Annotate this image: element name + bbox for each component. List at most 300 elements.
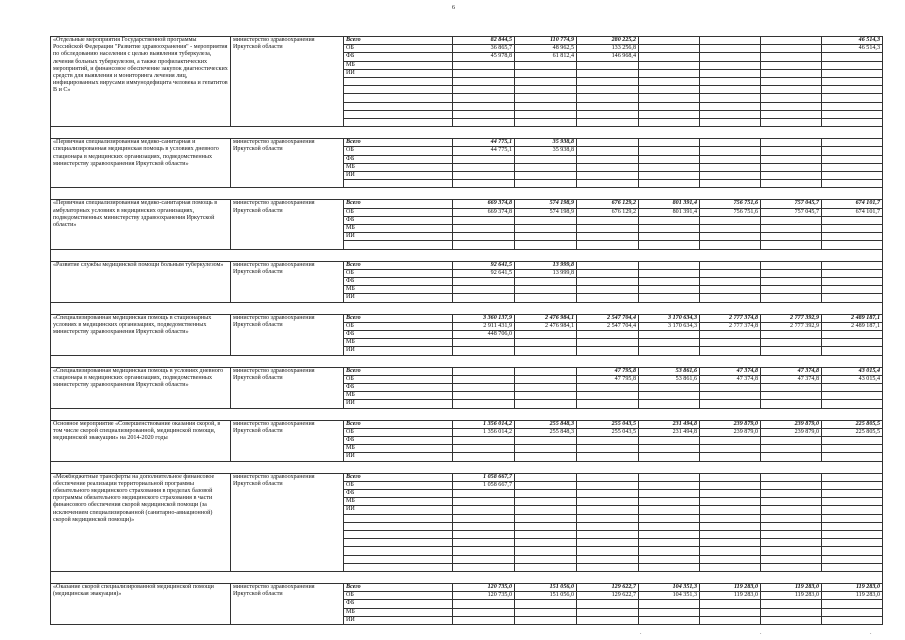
amount-cell	[700, 383, 761, 391]
amount-cell	[453, 171, 515, 179]
funding-source	[344, 102, 453, 110]
amount-cell	[577, 616, 639, 624]
amount-cell	[761, 498, 822, 506]
responsible-executor: министерство здравоохранения Иркутской области	[231, 473, 344, 571]
amount-cell	[453, 437, 515, 445]
amount-cell: 2 547 704,4	[577, 322, 639, 330]
amount-cell	[453, 563, 515, 571]
amount-cell	[577, 86, 639, 94]
amount-cell	[822, 437, 883, 445]
amount-cell	[577, 498, 639, 506]
amount-cell	[639, 453, 700, 461]
amount-cell	[639, 45, 700, 53]
amount-cell	[822, 453, 883, 461]
amount-cell	[639, 110, 700, 118]
amount-cell: 676 129,2	[577, 200, 639, 208]
amount-cell	[639, 180, 700, 188]
amount-cell	[761, 481, 822, 489]
amount-cell	[700, 277, 761, 285]
amount-cell	[453, 277, 515, 285]
amount-cell: 674 101,7	[822, 208, 883, 216]
amount-cell	[515, 522, 577, 530]
amount-cell	[453, 86, 515, 94]
amount-cell	[515, 375, 577, 383]
amount-cell	[577, 608, 639, 616]
amount-cell: 47 374,8	[761, 367, 822, 375]
amount-cell: 2 777 392,9	[761, 322, 822, 330]
amount-cell	[515, 600, 577, 608]
amount-cell	[761, 608, 822, 616]
amount-cell	[822, 277, 883, 285]
amount-cell: 53 861,6	[639, 375, 700, 383]
amount-cell	[453, 78, 515, 86]
amount-cell	[761, 261, 822, 269]
amount-cell	[761, 78, 822, 86]
amount-cell	[577, 61, 639, 69]
amount-cell	[822, 180, 883, 188]
amount-cell	[639, 563, 700, 571]
amount-cell	[822, 147, 883, 155]
funding-source: ИИ	[344, 453, 453, 461]
amount-cell	[639, 392, 700, 400]
amount-cell	[700, 110, 761, 118]
amount-cell	[453, 400, 515, 408]
block-separator	[51, 571, 883, 583]
amount-cell	[577, 269, 639, 277]
amount-cell	[577, 539, 639, 547]
amount-cell: 669 374,8	[453, 200, 515, 208]
amount-cell	[761, 383, 822, 391]
measure-description: «Развитие службы медицинской помощи больным туберкулезом»	[51, 261, 231, 302]
scan-dot: .	[870, 630, 872, 636]
amount-cell	[822, 498, 883, 506]
funding-source: ИИ	[344, 69, 453, 77]
table-row	[51, 314, 883, 322]
amount-cell	[515, 294, 577, 302]
amount-cell	[761, 277, 822, 285]
amount-cell	[453, 600, 515, 608]
amount-cell	[761, 118, 822, 126]
amount-cell: 2 777 374,8	[700, 322, 761, 330]
amount-cell	[639, 294, 700, 302]
amount-cell	[761, 233, 822, 241]
amount-cell	[453, 531, 515, 539]
amount-cell	[639, 102, 700, 110]
funding-source: Всего	[344, 139, 453, 147]
funding-source: ФБ	[344, 277, 453, 285]
amount-cell	[453, 216, 515, 224]
amount-cell: 239 879,0	[761, 420, 822, 428]
amount-cell	[577, 392, 639, 400]
amount-cell	[515, 616, 577, 624]
separator-cell	[51, 188, 883, 200]
amount-cell: 119 283,0	[761, 583, 822, 591]
amount-cell: 45 978,8	[453, 53, 515, 61]
amount-cell	[639, 216, 700, 224]
funding-source: Всего	[344, 37, 453, 45]
amount-cell	[761, 547, 822, 555]
amount-cell	[577, 139, 639, 147]
amount-cell: 2 476 984,1	[515, 314, 577, 322]
amount-cell	[700, 506, 761, 514]
amount-cell	[577, 261, 639, 269]
table-row	[51, 200, 883, 208]
amount-cell	[639, 339, 700, 347]
table-row	[51, 37, 883, 45]
amount-cell	[822, 547, 883, 555]
amount-cell	[577, 437, 639, 445]
amount-cell	[761, 163, 822, 171]
page-number: 6	[452, 5, 455, 11]
amount-cell	[700, 102, 761, 110]
funding-source: Всего	[344, 314, 453, 322]
amount-cell	[453, 94, 515, 102]
responsible-executor: министерство здравоохранения Иркутской области	[231, 261, 344, 302]
funding-source: ОБ	[344, 147, 453, 155]
funding-source: ОБ	[344, 428, 453, 436]
amount-cell	[700, 69, 761, 77]
amount-cell	[515, 224, 577, 232]
amount-cell	[700, 498, 761, 506]
amount-cell	[577, 481, 639, 489]
funding-source	[344, 514, 453, 522]
amount-cell	[515, 392, 577, 400]
amount-cell	[577, 286, 639, 294]
amount-cell	[822, 171, 883, 179]
amount-cell	[515, 514, 577, 522]
amount-cell	[761, 94, 822, 102]
amount-cell	[700, 400, 761, 408]
funding-source	[344, 241, 453, 249]
block-separator	[51, 461, 883, 473]
amount-cell	[700, 216, 761, 224]
amount-cell	[639, 437, 700, 445]
amount-cell	[577, 473, 639, 481]
amount-cell	[822, 608, 883, 616]
amount-cell	[577, 155, 639, 163]
table-row	[51, 261, 883, 269]
amount-cell	[515, 155, 577, 163]
funding-source: МБ	[344, 608, 453, 616]
block-separator	[51, 249, 883, 261]
amount-cell	[761, 69, 822, 77]
amount-cell	[639, 241, 700, 249]
amount-cell	[515, 555, 577, 563]
amount-cell	[577, 547, 639, 555]
amount-cell	[639, 94, 700, 102]
amount-cell	[453, 61, 515, 69]
amount-cell	[453, 347, 515, 355]
amount-cell	[761, 171, 822, 179]
amount-cell	[822, 392, 883, 400]
amount-cell	[453, 375, 515, 383]
amount-cell	[822, 163, 883, 171]
block-separator	[51, 355, 883, 367]
amount-cell: 43 015,4	[822, 367, 883, 375]
table-row	[51, 420, 883, 428]
funding-source: ИИ	[344, 294, 453, 302]
amount-cell	[453, 539, 515, 547]
amount-cell	[822, 224, 883, 232]
amount-cell	[761, 224, 822, 232]
amount-cell: 146 968,4	[577, 53, 639, 61]
amount-cell	[515, 110, 577, 118]
amount-cell	[700, 118, 761, 126]
responsible-executor: министерство здравоохранения Иркутской области	[231, 367, 344, 408]
amount-cell: 47 795,8	[577, 375, 639, 383]
amount-cell	[515, 445, 577, 453]
amount-cell: 104 351,3	[639, 583, 700, 591]
amount-cell: 225 805,5	[822, 420, 883, 428]
amount-cell	[761, 294, 822, 302]
amount-cell	[822, 261, 883, 269]
amount-cell	[453, 608, 515, 616]
responsible-executor: министерство здравоохранения Иркутской области	[231, 37, 344, 127]
responsible-executor: министерство здравоохранения Иркутской области	[231, 314, 344, 355]
funding-source: ИИ	[344, 400, 453, 408]
amount-cell	[822, 600, 883, 608]
amount-cell	[700, 563, 761, 571]
amount-cell: 757 045,7	[761, 208, 822, 216]
amount-cell	[700, 453, 761, 461]
amount-cell	[577, 224, 639, 232]
amount-cell	[822, 531, 883, 539]
scan-dot: .	[760, 630, 762, 636]
measure-description: «Отдельные мероприятия Государственной программы Российской Федерации "Развитие здравоохранения" - мероприятия по обследованию населения с целью выявления туберкулеза, лечения больных туберкулезом, а также профилактических мероприятий, и финансовое обеспечение закупок диагностических средств для выявления и мониторинга лечения лиц, инфицированных вирусами иммунодефицита человека и гепатитов В и С»	[51, 37, 231, 127]
funding-source	[344, 86, 453, 94]
funding-source: ОБ	[344, 375, 453, 383]
amount-cell: 1 058 667,7	[453, 473, 515, 481]
amount-cell	[577, 277, 639, 285]
amount-cell: 133 256,8	[577, 45, 639, 53]
measure-description: Основное мероприятие «Совершенствование оказания скорой, в том числе скорой специализированной, медицинской помощи, медицинской эвакуации» на 2014-2020 годы	[51, 420, 231, 461]
amount-cell	[453, 155, 515, 163]
amount-cell	[761, 339, 822, 347]
amount-cell	[515, 490, 577, 498]
amount-cell: 151 056,0	[515, 592, 577, 600]
amount-cell	[453, 224, 515, 232]
amount-cell	[639, 473, 700, 481]
funding-source: Всего	[344, 367, 453, 375]
amount-cell	[822, 616, 883, 624]
amount-cell	[515, 437, 577, 445]
table-row	[51, 583, 883, 591]
amount-cell: 3 360 137,9	[453, 314, 515, 322]
amount-cell	[822, 241, 883, 249]
amount-cell	[639, 514, 700, 522]
amount-cell: 756 751,6	[700, 208, 761, 216]
amount-cell	[761, 102, 822, 110]
block-separator	[51, 408, 883, 420]
responsible-executor: министерство здравоохранения Иркутской области	[231, 583, 344, 624]
amount-cell	[761, 86, 822, 94]
amount-cell: 47 374,8	[761, 375, 822, 383]
amount-cell	[639, 147, 700, 155]
amount-cell	[639, 330, 700, 338]
amount-cell: 2 911 431,9	[453, 322, 515, 330]
amount-cell	[639, 445, 700, 453]
amount-cell: 104 351,3	[639, 592, 700, 600]
amount-cell	[639, 53, 700, 61]
amount-cell: 674 101,7	[822, 200, 883, 208]
amount-cell: 53 861,6	[639, 367, 700, 375]
amount-cell	[639, 61, 700, 69]
funding-source	[344, 539, 453, 547]
amount-cell	[577, 400, 639, 408]
amount-cell: 47 374,8	[700, 367, 761, 375]
amount-cell	[822, 339, 883, 347]
amount-cell	[515, 94, 577, 102]
funding-source: ИИ	[344, 233, 453, 241]
amount-cell	[761, 400, 822, 408]
amount-cell: 280 225,2	[577, 37, 639, 45]
amount-cell	[822, 400, 883, 408]
amount-cell	[639, 522, 700, 530]
amount-cell	[822, 473, 883, 481]
funding-source	[344, 555, 453, 563]
amount-cell: 13 999,8	[515, 261, 577, 269]
amount-cell	[700, 347, 761, 355]
measure-description: «Оказание скорой специализированной медицинской помощи (медицинская эвакуация)»	[51, 583, 231, 624]
amount-cell	[822, 490, 883, 498]
amount-cell: 2 547 704,4	[577, 314, 639, 322]
amount-cell: 36 865,7	[453, 45, 515, 53]
amount-cell	[453, 118, 515, 126]
funding-source: МБ	[344, 339, 453, 347]
amount-cell	[822, 522, 883, 530]
amount-cell	[761, 445, 822, 453]
amount-cell	[515, 481, 577, 489]
separator-cell	[51, 127, 883, 139]
amount-cell	[639, 616, 700, 624]
table-row	[51, 473, 883, 481]
amount-cell: 46 514,3	[822, 45, 883, 53]
amount-cell	[639, 531, 700, 539]
amount-cell	[822, 118, 883, 126]
amount-cell	[761, 392, 822, 400]
amount-cell	[577, 163, 639, 171]
amount-cell: 669 374,8	[453, 208, 515, 216]
separator-cell	[51, 408, 883, 420]
amount-cell	[639, 490, 700, 498]
amount-cell: 119 283,0	[822, 583, 883, 591]
amount-cell: 110 774,9	[515, 37, 577, 45]
block-separator	[51, 302, 883, 314]
amount-cell	[822, 539, 883, 547]
amount-cell	[822, 86, 883, 94]
amount-cell: 35 938,8	[515, 147, 577, 155]
amount-cell	[515, 86, 577, 94]
amount-cell	[761, 37, 822, 45]
amount-cell	[453, 498, 515, 506]
amount-cell	[761, 539, 822, 547]
measure-description: «Специализированная медицинская помощь в условиях дневного стационара в медицинских организациях, подведомственных министерству здравоохранения Иркутской области»	[51, 367, 231, 408]
amount-cell	[761, 241, 822, 249]
amount-cell	[453, 547, 515, 555]
amount-cell	[577, 506, 639, 514]
amount-cell	[577, 522, 639, 530]
funding-source: ИИ	[344, 506, 453, 514]
table-row	[51, 367, 883, 375]
amount-cell: 231 494,8	[639, 428, 700, 436]
amount-cell	[577, 94, 639, 102]
amount-cell	[822, 155, 883, 163]
amount-cell	[577, 180, 639, 188]
amount-cell	[639, 600, 700, 608]
amount-cell	[822, 102, 883, 110]
funding-source: ФБ	[344, 437, 453, 445]
separator-cell	[51, 355, 883, 367]
amount-cell	[453, 241, 515, 249]
amount-cell	[822, 481, 883, 489]
amount-cell: 13 999,8	[515, 269, 577, 277]
amount-cell	[700, 555, 761, 563]
amount-cell	[700, 78, 761, 86]
amount-cell: 756 751,6	[700, 200, 761, 208]
amount-cell	[577, 233, 639, 241]
amount-cell: 120 735,0	[453, 583, 515, 591]
block-separator	[51, 188, 883, 200]
amount-cell	[453, 102, 515, 110]
amount-cell	[515, 498, 577, 506]
separator-cell	[51, 461, 883, 473]
amount-cell	[639, 233, 700, 241]
amount-cell	[639, 269, 700, 277]
funding-source: Всего	[344, 583, 453, 591]
amount-cell	[577, 555, 639, 563]
separator-cell	[51, 249, 883, 261]
amount-cell	[639, 481, 700, 489]
table-row	[51, 139, 883, 147]
amount-cell	[515, 277, 577, 285]
amount-cell	[577, 490, 639, 498]
amount-cell	[515, 400, 577, 408]
funding-source	[344, 118, 453, 126]
amount-cell	[700, 294, 761, 302]
funding-source: ФБ	[344, 155, 453, 163]
amount-cell	[761, 616, 822, 624]
funding-source: ОБ	[344, 269, 453, 277]
amount-cell	[515, 102, 577, 110]
amount-cell	[515, 547, 577, 555]
responsible-executor: министерство здравоохранения Иркутской области	[231, 139, 344, 188]
amount-cell: 2 777 392,9	[761, 314, 822, 322]
funding-source: ФБ	[344, 490, 453, 498]
amount-cell	[577, 339, 639, 347]
amount-cell	[453, 514, 515, 522]
amount-cell: 574 198,9	[515, 208, 577, 216]
separator-cell	[51, 302, 883, 314]
amount-cell	[577, 531, 639, 539]
amount-cell	[822, 445, 883, 453]
amount-cell: 46 514,3	[822, 37, 883, 45]
amount-cell	[515, 241, 577, 249]
amount-cell: 129 622,7	[577, 583, 639, 591]
funding-source	[344, 531, 453, 539]
amount-cell	[453, 163, 515, 171]
amount-cell	[515, 383, 577, 391]
responsible-executor: министерство здравоохранения Иркутской области	[231, 200, 344, 249]
amount-cell	[822, 506, 883, 514]
amount-cell	[639, 78, 700, 86]
amount-cell: 231 494,8	[639, 420, 700, 428]
amount-cell	[453, 453, 515, 461]
amount-cell: 239 879,0	[761, 428, 822, 436]
amount-cell	[700, 261, 761, 269]
amount-cell	[639, 555, 700, 563]
funding-source: ФБ	[344, 600, 453, 608]
amount-cell	[577, 294, 639, 302]
